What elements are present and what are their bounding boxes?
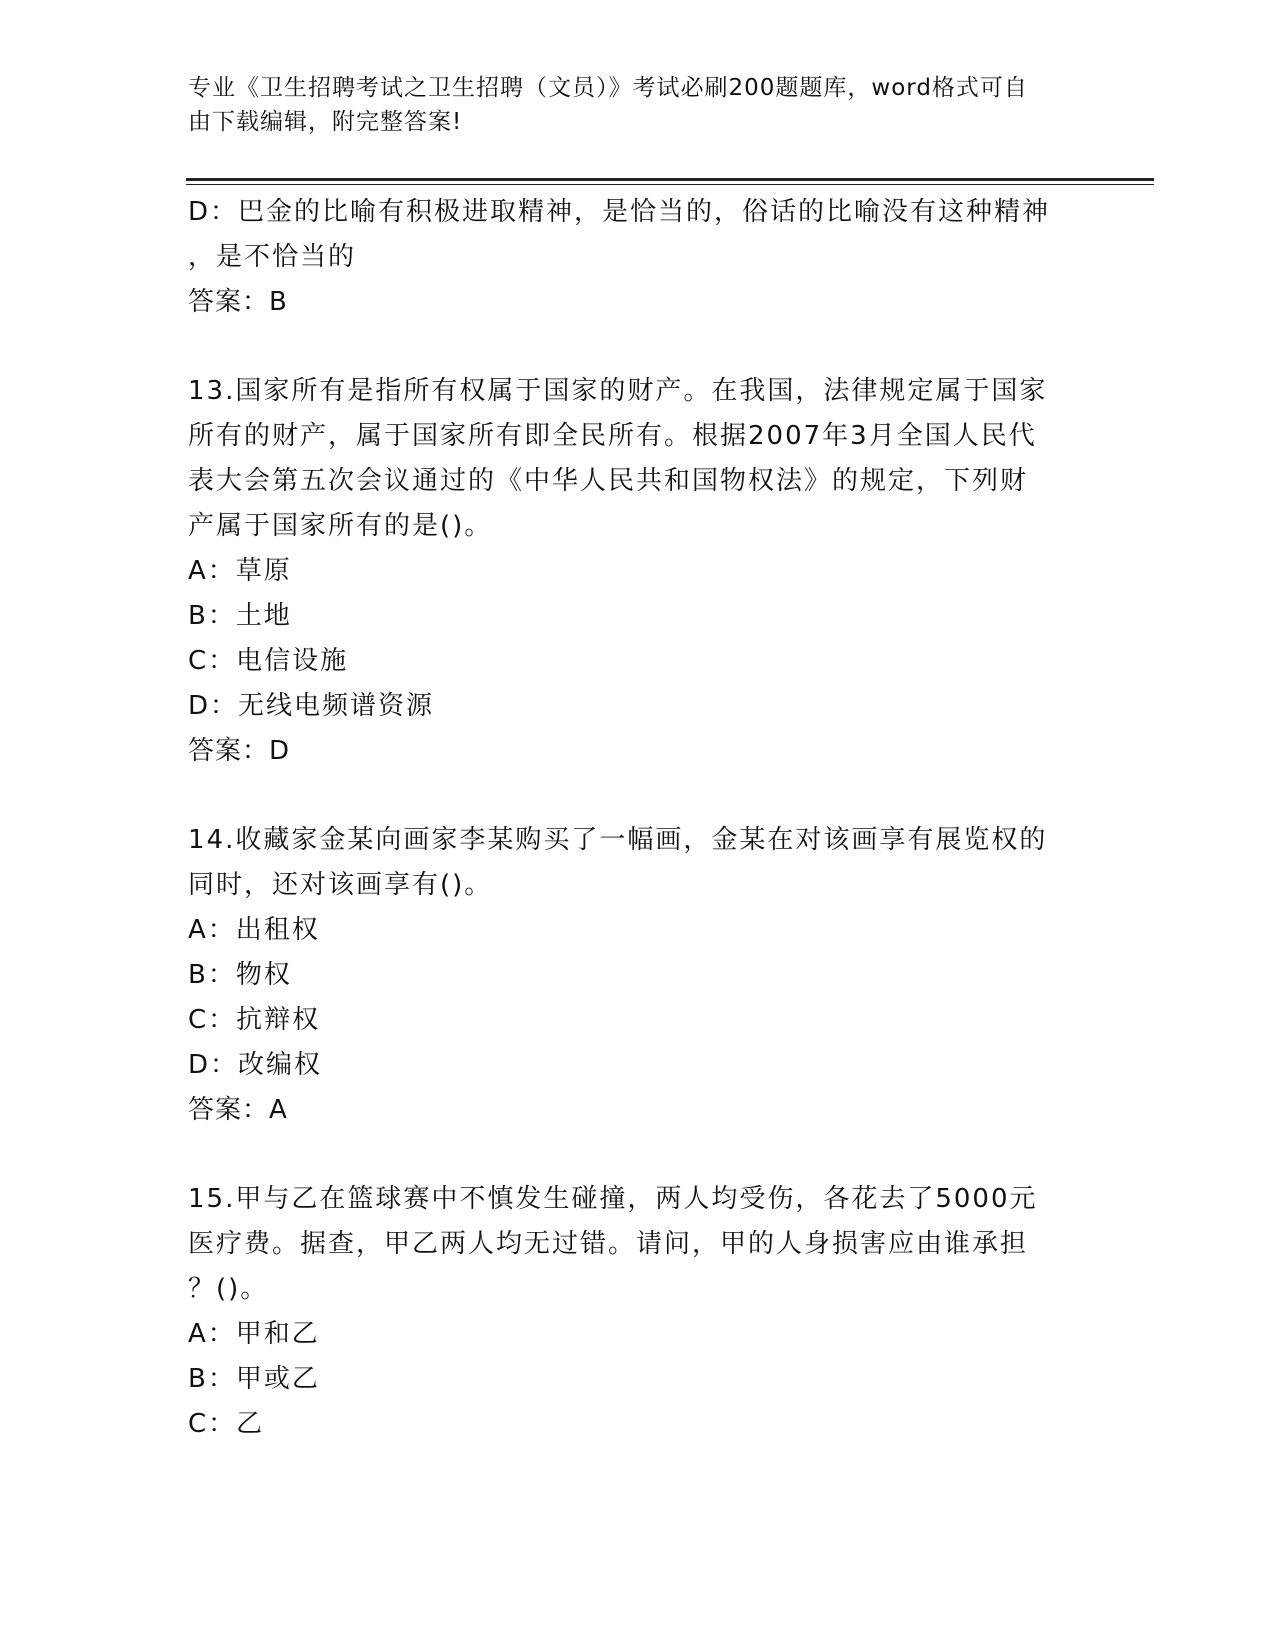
header-rule-thin	[186, 184, 1154, 185]
answer-13: 答案：D	[188, 736, 291, 766]
question-13-option-d: D：无线电频谱资源	[188, 691, 435, 721]
question-15	[188, 1177, 1068, 1447]
question-14-option-b: B：物权	[188, 960, 292, 990]
option-d-line-1: D：巴金的比喻有积极进取精神，是恰当的，俗话的比喻没有这种精神	[188, 197, 1051, 227]
question-15-line: 15.甲与乙在篮球赛中不慎发生碰撞，两人均受伤，各花去了5000元	[188, 1184, 1038, 1214]
question-13	[188, 369, 1068, 774]
question-14-line: 同时，还对该画享有()。	[188, 870, 493, 900]
question-12-tail	[188, 190, 1068, 325]
question-14-line: 14.收藏家金某向画家李某购买了一幅画，金某在对该画享有展览权的	[188, 825, 1048, 855]
option-d-line-2: ，是不恰当的	[188, 242, 357, 272]
answer-14: 答案：A	[188, 1095, 288, 1125]
question-13-option-a: A：草原	[188, 556, 292, 586]
question-15-option-c: C：乙	[188, 1409, 265, 1439]
question-14	[188, 818, 1068, 1133]
document-header	[188, 71, 1068, 139]
question-13-line: 所有的财产，属于国家所有即全民所有。根据2007年3月全国人民代	[188, 421, 1037, 451]
question-14-option-a: A：出租权	[188, 915, 320, 945]
question-14-option-d: D：改编权	[188, 1050, 323, 1080]
header-rule-thick	[186, 178, 1154, 181]
question-15-option-a: A：甲和乙	[188, 1319, 320, 1349]
question-13-line: 表大会第五次会议通过的《中华人民共和国物权法》的规定，下列财	[188, 466, 1029, 496]
answer-12: 答案：B	[188, 287, 288, 317]
question-13-option-c: C：电信设施	[188, 646, 349, 676]
question-15-line: ？()。	[188, 1274, 269, 1304]
question-13-line: 13.国家所有是指所有权属于国家的财产。在我国，法律规定属于国家	[188, 376, 1048, 406]
header-line-1: 专业《卫生招聘考试之卫生招聘（文员）》考试必刷200题题库，word格式可自	[188, 75, 1028, 101]
document-body	[188, 190, 1068, 1447]
question-15-line: 医疗费。据查，甲乙两人均无过错。请问，甲的人身损害应由谁承担	[188, 1229, 1029, 1259]
question-13-option-b: B：土地	[188, 601, 292, 631]
header-line-2: 由下载编辑，附完整答案!	[188, 109, 463, 135]
question-15-option-b: B：甲或乙	[188, 1364, 320, 1394]
question-14-option-c: C：抗辩权	[188, 1005, 321, 1035]
question-13-line: 产属于国家所有的是()。	[188, 511, 493, 541]
